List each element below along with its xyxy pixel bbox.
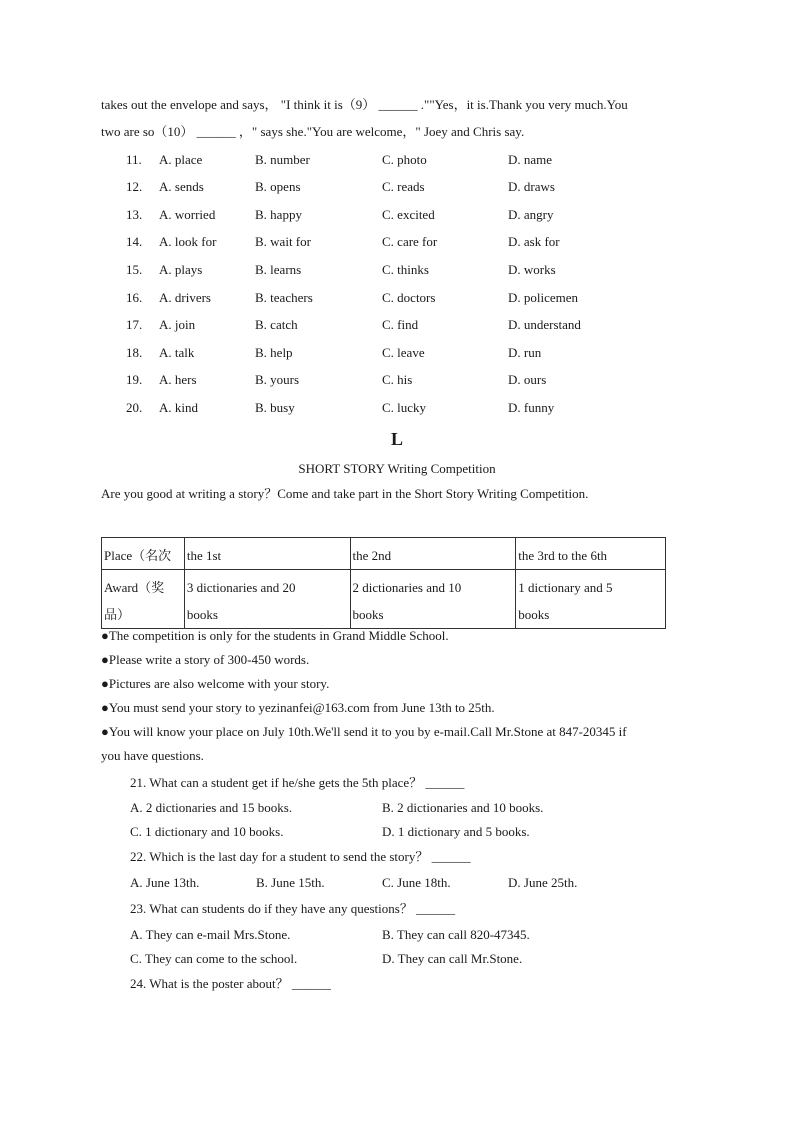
option-a: A. hers: [159, 372, 197, 387]
bullet-item-continuation: you have questions.: [101, 748, 204, 763]
cell-line: books: [518, 607, 550, 622]
option-b: B. They can call 820-47345.: [382, 927, 530, 942]
question-number: 20.: [126, 400, 143, 415]
table-cell: [102, 570, 185, 629]
passage-line-1: takes out the envelope and says， "I think it is（9） ______ .""Yes，it is.Thank you very much.You: [101, 97, 628, 112]
option-d: D. ours: [508, 372, 547, 387]
option-c: C. 1 dictionary and 10 books.: [130, 824, 284, 839]
cell-line: Award（奖: [104, 580, 165, 595]
table-cell: the 1st: [184, 538, 350, 570]
option-a: A. place: [159, 152, 203, 167]
table-cell: Place（名次: [102, 538, 185, 570]
bullet-item: ●Pictures are also welcome with your story.: [101, 676, 330, 691]
option-d: D. works: [508, 262, 556, 277]
award-table: [101, 537, 666, 629]
cell-line: books: [352, 607, 384, 622]
option-c: C. photo: [382, 152, 427, 167]
question-24-stem: 24. What is the poster about？ ______: [130, 976, 331, 991]
passage-line-2: two are so（10） ______ ，" says she."You are welcome，" Joey and Chris say.: [101, 124, 525, 139]
option-d: D. draws: [508, 179, 555, 194]
option-d: D. June 25th.: [508, 875, 578, 890]
option-b: B. help: [255, 345, 293, 360]
option-a: A. They can e-mail Mrs.Stone.: [130, 927, 291, 942]
option-a: A. plays: [159, 262, 203, 277]
section-letter: L: [390, 429, 403, 449]
option-a: A. 2 dictionaries and 15 books.: [130, 800, 293, 815]
question-number: 11.: [126, 152, 142, 167]
option-d: D. run: [508, 345, 542, 360]
option-d: D. funny: [508, 400, 555, 415]
question-number: 19.: [126, 372, 143, 387]
cell-line: 品）: [104, 607, 131, 622]
table-cell: [350, 570, 516, 629]
table-row: [102, 570, 666, 629]
option-c: C. thinks: [382, 262, 429, 277]
option-a: A. drivers: [159, 290, 211, 305]
option-d: D. angry: [508, 207, 554, 222]
question-number: 15.: [126, 262, 143, 277]
bullet-item: ●Please write a story of 300-450 words.: [101, 652, 310, 667]
section-title: SHORT STORY Writing Competition: [298, 461, 496, 476]
option-b: B. June 15th.: [256, 875, 325, 890]
question-22-stem: 22. Which is the last day for a student to send the story？ ______: [130, 849, 471, 864]
option-b: B. catch: [255, 317, 298, 332]
option-b: B. teachers: [255, 290, 313, 305]
option-b: B. learns: [255, 262, 302, 277]
option-c: C. excited: [382, 207, 435, 222]
cell-line: books: [186, 607, 218, 622]
option-c: C. doctors: [382, 290, 436, 305]
option-d: D. policemen: [508, 290, 579, 305]
cell-line: 2 dictionaries and 10: [352, 580, 462, 595]
table-cell: [184, 570, 350, 629]
option-c: C. reads: [382, 179, 425, 194]
question-number: 16.: [126, 290, 143, 305]
bullet-item: ●The competition is only for the students in Grand Middle School.: [101, 628, 449, 643]
question-number: 14.: [126, 234, 143, 249]
cell-line: 1 dictionary and 5: [518, 580, 613, 595]
option-d: D. name: [508, 152, 553, 167]
option-a: A. talk: [159, 345, 195, 360]
question-23-stem: 23. What can students do if they have any questions？ ______: [130, 901, 456, 916]
option-b: B. number: [255, 152, 310, 167]
question-number: 18.: [126, 345, 143, 360]
table-cell: the 2nd: [350, 538, 516, 570]
bullet-item: ●You will know your place on July 10th.We'll send it to you by e-mail.Call Mr.Stone at 847-20345 if: [101, 724, 627, 739]
option-b: B. 2 dictionaries and 10 books.: [382, 800, 544, 815]
option-a: A. kind: [159, 400, 198, 415]
option-b: B. yours: [255, 372, 300, 387]
table-row: [102, 538, 666, 570]
option-b: B. opens: [255, 179, 301, 194]
option-b: B. wait for: [255, 234, 311, 249]
option-c: C. his: [382, 372, 413, 387]
question-number: 13.: [126, 207, 143, 222]
option-d: D. They can call Mr.Stone.: [382, 951, 523, 966]
bullet-item: ●You must send your story to yezinanfei@163.com from June 13th to 25th.: [101, 700, 495, 715]
option-c: C. June 18th.: [382, 875, 451, 890]
section-intro: Are you good at writing a story？Come and take part in the Short Story Writing Competition.: [101, 486, 589, 501]
option-c: C. leave: [382, 345, 425, 360]
option-a: A. June 13th.: [130, 875, 200, 890]
cell-line: 3 dictionaries and 20: [186, 580, 296, 595]
option-d: D. 1 dictionary and 5 books.: [382, 824, 530, 839]
option-a: A. sends: [159, 179, 204, 194]
option-d: D. understand: [508, 317, 581, 332]
table-cell: the 3rd to the 6th: [516, 538, 666, 570]
question-number: 17.: [126, 317, 143, 332]
option-c: C. find: [382, 317, 419, 332]
option-c: C. lucky: [382, 400, 427, 415]
table-cell: [516, 570, 666, 629]
option-c: C. They can come to the school.: [130, 951, 298, 966]
option-a: A. worried: [159, 207, 216, 222]
option-c: C. care for: [382, 234, 438, 249]
option-a: A. join: [159, 317, 196, 332]
option-a: A. look for: [159, 234, 217, 249]
question-number: 12.: [126, 179, 143, 194]
question-21-stem: 21. What can a student get if he/she gets the 5th place？ ______: [130, 775, 465, 790]
option-d: D. ask for: [508, 234, 560, 249]
option-b: B. happy: [255, 207, 302, 222]
option-b: B. busy: [255, 400, 295, 415]
